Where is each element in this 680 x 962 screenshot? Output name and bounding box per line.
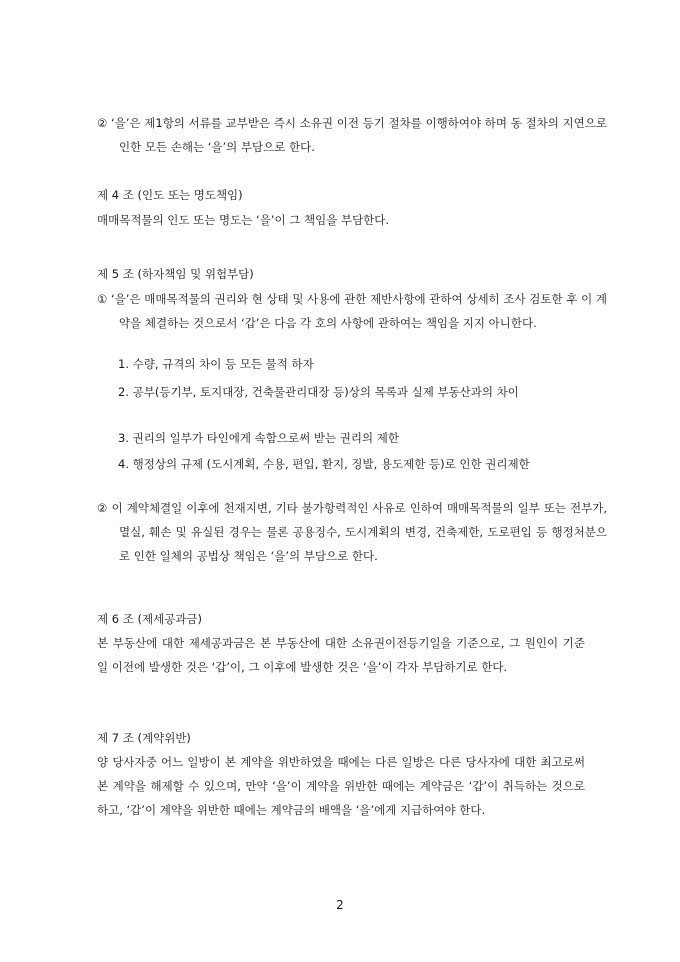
article-5-item-1: 1. 수량, 규격의 차이 등 모든 물적 하자 [118, 357, 314, 371]
article-5-item-2: 2. 공부(등기부, 토지대장, 건축물관리대장 등)상의 목록과 실제 부동산과의 차이 [118, 385, 519, 399]
article-6-body: 본 부동산에 대한 제세공과금은 본 부동산에 대한 소유권이전등기일을 기준으로, 그 원인이 기준일 이전에 발생한 것은 ‘갑’이, 그 이후에 발생한 것은 ‘을’이 각자 부담하기로 한다. [97, 636, 585, 674]
article-4-heading: 제 4 조 (인도 또는 명도책임) [97, 188, 243, 202]
article-5-heading: 제 5 조 (하자책임 및 위험부담) [97, 267, 254, 281]
article-7-body: 양 당사자중 어느 일방이 본 계약을 위반하였을 때에는 다른 일방은 다른 당사자에 대한 최고로써 본 계약을 해제할 수 있으며, 만약 ‘을’이 계약을 위반한 때에는 계약금은 ‘갑’이 취득하는 것으로 하고, ‘갑’이 계약을 위반한 때에는 계약금의 배액을 ‘을’에게 지급하여야 한다. [97, 755, 585, 817]
article-5-paragraph-1: ① ‘을’은 매매목적물의 권리와 현 상태 및 사용에 관한 제반사항에 관하여 상세히 조사 검토한 후 이 계약을 체결하는 것으로서 ‘갑’은 다음 각 호의 사항에 관하여는 책임을 지지 아니한다. [97, 292, 607, 330]
article-7-heading: 제 7 조 (계약위반) [97, 731, 191, 745]
article-6-heading: 제 6 조 (제세공과금) [97, 612, 203, 626]
page-number: 2 [336, 898, 344, 912]
article-5-paragraph-2: ② 이 계약체결일 이후에 천재지변, 기타 불가항력적인 사유로 인하여 매매목적물의 일부 또는 전부가, 멸실, 훼손 및 유실된 경우는 물론 공용징수, 도시계획의 변경, 건축제한, 도로편입 등 행정처분으로 인한 일체의 공법상 책임은 ‘을’의 부담으로 한다. [97, 501, 607, 563]
article-4-body: 매매목적물의 인도 또는 명도는 ‘을’이 그 책임을 부담한다. [97, 213, 390, 227]
article-5-item-4: 4. 행정상의 규제 (도시계획, 수용, 편입, 환지, 징발, 용도제한 등)로 인한 권리제한 [118, 457, 530, 471]
article-3-paragraph-2: ② ‘을’은 제1항의 서류를 교부받은 즉시 소유권 이전 등기 절차를 이행하여야 하며 동 절차의 지연으로 인한 모든 손해는 ‘을’의 부담으로 한다. [97, 116, 607, 154]
article-5-item-3: 3. 권리의 일부가 타인에게 속함으로써 받는 권리의 제한 [118, 431, 399, 445]
